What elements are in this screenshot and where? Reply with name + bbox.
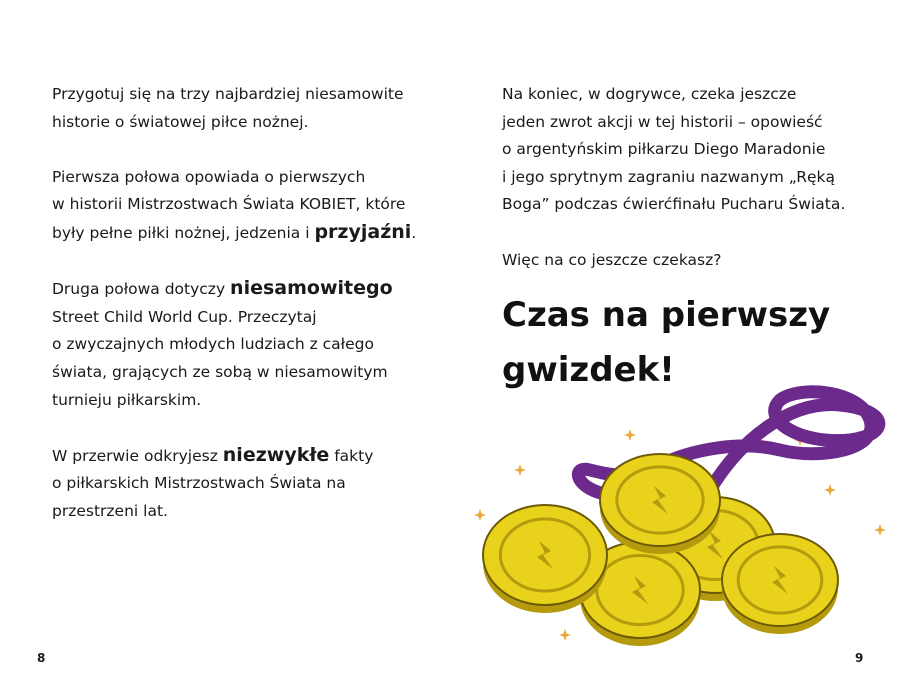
text-line: [502, 81, 877, 109]
text-line: [502, 191, 877, 219]
text-line: [52, 442, 427, 471]
emphasized-word: niezwykłe: [222, 443, 330, 466]
text-line: [502, 109, 877, 137]
right-text-column: [502, 81, 877, 302]
text-line: [52, 470, 427, 498]
text-run: Przygotuj się na trzy najbardziej niesamowite: [52, 85, 404, 103]
text-run: Street Child World Cup. Przeczytaj: [52, 307, 317, 326]
text-run: o argentyńskim piłkarzu Diego Maradonie: [502, 140, 826, 159]
text-line: [52, 109, 427, 137]
page-number: 9: [855, 651, 864, 665]
text-run: W przerwie odkryjesz: [52, 446, 223, 465]
paragraph: [52, 275, 427, 414]
text-line: [52, 387, 427, 415]
sparkle-icon: [559, 629, 571, 641]
text-run: .: [411, 223, 417, 242]
sparkle-icon: [824, 484, 836, 496]
emphasized-word: przyjaźni: [314, 220, 412, 243]
gold-medals-icon: [460, 380, 900, 650]
text-line: [52, 164, 427, 192]
text-line: [52, 81, 427, 109]
text-line: [502, 247, 877, 275]
paragraph: [502, 247, 877, 275]
text-run: o zwyczajnych młodych ludziach z całego: [52, 335, 374, 354]
text-run: turnieju piłkarskim.: [52, 390, 202, 409]
emphasized-word: niesamowitego: [230, 277, 393, 300]
headline-line: Czas na pierwszy: [502, 295, 831, 335]
text-run: przestrzeni lat.: [52, 501, 168, 520]
paragraph: [52, 442, 427, 526]
text-run: w historii Mistrzostwach Świata KOBIET, które: [52, 195, 406, 214]
text-line: [52, 304, 427, 332]
text-run: fakty: [329, 446, 374, 465]
text-run: Na koniec, w dogrywce, czeka jeszcze: [502, 85, 797, 103]
medal-icon: [600, 454, 720, 554]
text-run: świata, grających ze sobą w niesamowitym: [52, 362, 388, 381]
paragraph: [52, 81, 427, 136]
page-number: 8: [37, 651, 46, 665]
medal-icon: [722, 534, 838, 634]
paragraph: [52, 164, 427, 248]
text-line: [52, 275, 427, 304]
text-line: [52, 498, 427, 526]
sparkle-icon: [474, 509, 486, 521]
text-run: Pierwsza połowa opowiada o pierwszych: [52, 167, 366, 186]
text-run: jeden zwrot akcji w tej historii – opowieść: [502, 112, 823, 131]
sparkle-icon: [874, 524, 886, 536]
medal-icon: [483, 505, 607, 613]
text-line: [52, 331, 427, 359]
sparkle-icon: [514, 464, 526, 476]
text-run: Druga połowa dotyczy: [52, 280, 231, 299]
text-line: [52, 219, 427, 248]
text-line: [52, 359, 427, 387]
text-run: i jego sprytnym zagraniu nazwanym „Ręką: [502, 167, 836, 186]
sparkle-icon: [624, 429, 636, 441]
text-line: [502, 136, 877, 164]
text-run: były pełne piłki nożnej, jedzenia i: [52, 223, 315, 242]
text-run: historie o światowej piłce nożnej.: [52, 112, 309, 131]
text-run: Boga” podczas ćwierćfinału Pucharu Świata.: [502, 195, 846, 214]
text-run: o piłkarskich Mistrzostwach Świata na: [52, 474, 346, 493]
paragraph: [502, 81, 877, 219]
text-line: [52, 191, 427, 219]
headline-line: gwizdek!: [502, 350, 675, 390]
text-line: [502, 164, 877, 192]
left-text-column: [52, 81, 427, 553]
text-run: Więc na co jeszcze czekasz?: [502, 250, 722, 269]
